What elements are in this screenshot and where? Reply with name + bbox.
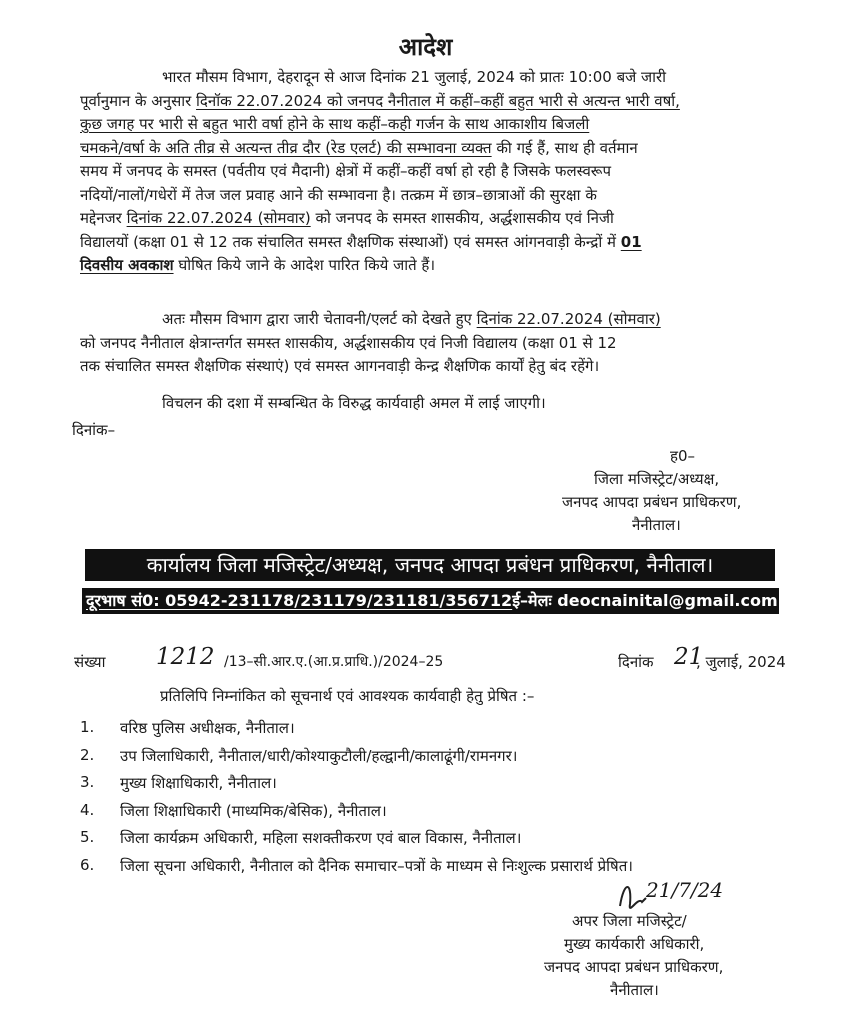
handwritten-date: 21 bbox=[674, 644, 704, 670]
forward-text: प्रतिलिपि निम्नांकित को सूचनार्थ एवं आवश्यक कार्यवाही हेतु प्रेषित :– bbox=[160, 687, 535, 705]
list-item bbox=[80, 746, 800, 774]
list-item-number: 1. bbox=[80, 718, 95, 736]
list-item-text: जिला कार्यक्रम अधिकारी, महिला सशक्तीकरण एवं बाल विकास, नैनीताल। bbox=[120, 829, 522, 847]
number-label: संख्या bbox=[74, 653, 106, 671]
holiday-date: दिनांक 22.07.2024 (सोमवार) bbox=[126, 209, 311, 227]
signature-designation-2: जनपद आपदा प्रबंधन प्राधिकरण, bbox=[562, 493, 742, 511]
contact-banner bbox=[82, 588, 779, 614]
list-item bbox=[80, 773, 800, 801]
order-date-label: दिनांक– bbox=[72, 421, 116, 439]
order-paragraph-3 bbox=[80, 392, 772, 416]
para1-line6: नदियों/नालों/गधेरों में तेज जल प्रवाह आने की सम्भावना है। तत्क्रम में छात्र–छात्राओं की सुरक्षा के bbox=[80, 185, 597, 204]
adm-designation-1: अपर जिला मजिस्ट्रेट/ bbox=[572, 912, 687, 930]
list-item-number: 3. bbox=[80, 773, 95, 791]
recipient-list bbox=[80, 718, 800, 883]
reference-line bbox=[74, 644, 794, 680]
para1-line4-underlined: चमकने/वर्षा के अति तीव्र से अत्यन्त तीव्र दौर (रेड एलर्ट) की सम्भावना व्यक्त bbox=[80, 138, 492, 157]
list-item-text: वरिष्ठ पुलिस अधीक्षक, नैनीताल। bbox=[120, 719, 295, 737]
list-item bbox=[80, 828, 800, 856]
copy-date-label: दिनांक bbox=[618, 653, 654, 671]
list-item bbox=[80, 718, 800, 746]
adm-designation-2: मुख्य कार्यकारी अधिकारी, bbox=[564, 935, 705, 953]
para1-line2-prefix: पूर्वानुमान के अनुसार bbox=[80, 91, 192, 110]
office-email[interactable]: ई–मेलः deocnainital@gmail.com bbox=[512, 591, 778, 610]
order-paragraph-2 bbox=[80, 308, 772, 379]
underlined-date-text: दिनॉक 22.07.2024 को जनपद नैनीताल में कहीं–कहीं बहुत भारी से अत्यन्त भारी वर्षा, bbox=[196, 91, 680, 110]
signature-date: 21/7/24 bbox=[646, 878, 724, 902]
signature-place: नैनीताल। bbox=[632, 516, 681, 534]
para1-line4-rest: की गई हैं, साथ ही वर्तमान bbox=[496, 138, 638, 157]
para3-text: विचलन की दशा में सम्बन्धित के विरुद्ध कार्यवाही अमल में लाई जाएगी। bbox=[162, 394, 546, 412]
para1-line7-prefix: मद्देनजर bbox=[80, 209, 122, 227]
para1-line3: कुछ जगह पर भारी से बहुत भारी वर्षा होने के साथ कहीं–कही गर्जन के साथ आकाशीय बिजली bbox=[80, 115, 590, 133]
para2-line3: तक संचालित समस्त शैक्षणिक संस्थाएं) एवं समस्त आगनवाड़ी केन्द्र शैक्षणिक कार्यों हेतु बंद रहेंगे। bbox=[80, 357, 600, 375]
list-item-number: 6. bbox=[80, 855, 95, 874]
signature-sign-line: ह0– bbox=[670, 447, 696, 465]
para2-line2: को जनपद नैनीताल क्षेत्रान्तर्गत समस्त शासकीय, अर्द्धशासकीय एवं निजी विद्यालय (कक्षा 01 से 12 bbox=[80, 333, 617, 352]
list-item-text: जिला शिक्षाधिकारी (माध्यमिक/बेसिक), नैनीताल। bbox=[120, 801, 387, 820]
office-banner: कार्यालय जिला मजिस्ट्रेट/अध्यक्ष, जनपद आपदा प्रबंधन प्राधिकरण, नैनीताल। bbox=[85, 549, 775, 581]
signature-block-adm bbox=[544, 910, 794, 1002]
signature-designation-1: जिला मजिस्ट्रेट/अध्यक्ष, bbox=[594, 470, 720, 488]
holiday-days-number: 01 bbox=[620, 232, 642, 251]
adm-place: नैनीताल। bbox=[610, 981, 659, 999]
copy-date-suffix: , जुलाई, 2024 bbox=[696, 653, 786, 671]
list-item-text: उप जिलाधिकारी, नैनीताल/धारी/कोश्याकुटौली/हल्द्वानी/कालाढूंगी/रामनगर। bbox=[120, 746, 518, 765]
list-item bbox=[80, 801, 800, 829]
office-phone: दूरभाष सं0: 05942-231178/231179/231181/356712 bbox=[86, 591, 513, 610]
para1-line7-rest: को जनपद के समस्त शासकीय, अर्द्धशासकीय एवं निजी bbox=[315, 209, 614, 227]
list-item-number: 2. bbox=[80, 745, 95, 764]
para2-line1: अतः मौसम विभाग द्वारा जारी चेतावनी/एलर्ट को देखते हुए bbox=[162, 310, 472, 328]
order-title: आदेश bbox=[398, 33, 453, 61]
closure-date: दिनांक 22.07.2024 (सोमवार) bbox=[476, 310, 661, 328]
para1-line9-rest: घोषित किये जाने के आदेश पारित किये जाते हैं। bbox=[178, 256, 436, 274]
para1-line5: समय में जनपद के समस्त (पर्वतीय एवं मैदानी) क्षेत्रों में कहीं–कहीं वर्षा हो रही है जिसके फलस्वरूप bbox=[80, 162, 611, 180]
number-suffix: /13–सी.आर.ए.(आ.प्र.प्राधि.)/2024–25 bbox=[224, 654, 444, 670]
list-item-text: मुख्य शिक्षाधिकारी, नैनीताल। bbox=[120, 774, 277, 792]
list-item-number: 5. bbox=[80, 828, 95, 846]
handwritten-number: 1212 bbox=[156, 644, 215, 670]
order-paragraph-1 bbox=[80, 66, 772, 278]
para1-line8: विद्यालयों (कक्षा 01 से 12 तक संचालित समस्त शैक्षणिक संस्थाओं) एवं समस्त आंगनवाड़ी केन्द्रों में bbox=[80, 232, 616, 251]
adm-designation-3: जनपद आपदा प्रबंधन प्राधिकरण, bbox=[544, 958, 724, 976]
list-item-number: 4. bbox=[80, 800, 95, 819]
signature-block-dm bbox=[562, 445, 792, 537]
holiday-label: दिवसीय अवकाश bbox=[80, 256, 174, 274]
para1-line1: भारत मौसम विभाग, देहरादून से आज दिनांक 21 जुलाई, 2024 को प्रातः 10:00 बजे जारी bbox=[162, 68, 667, 86]
list-item-text: जिला सूचना अधिकारी, नैनीताल को दैनिक समाचार–पत्रों के माध्यम से निःशुल्क प्रसारार्थ प्रेषित। bbox=[120, 856, 633, 875]
